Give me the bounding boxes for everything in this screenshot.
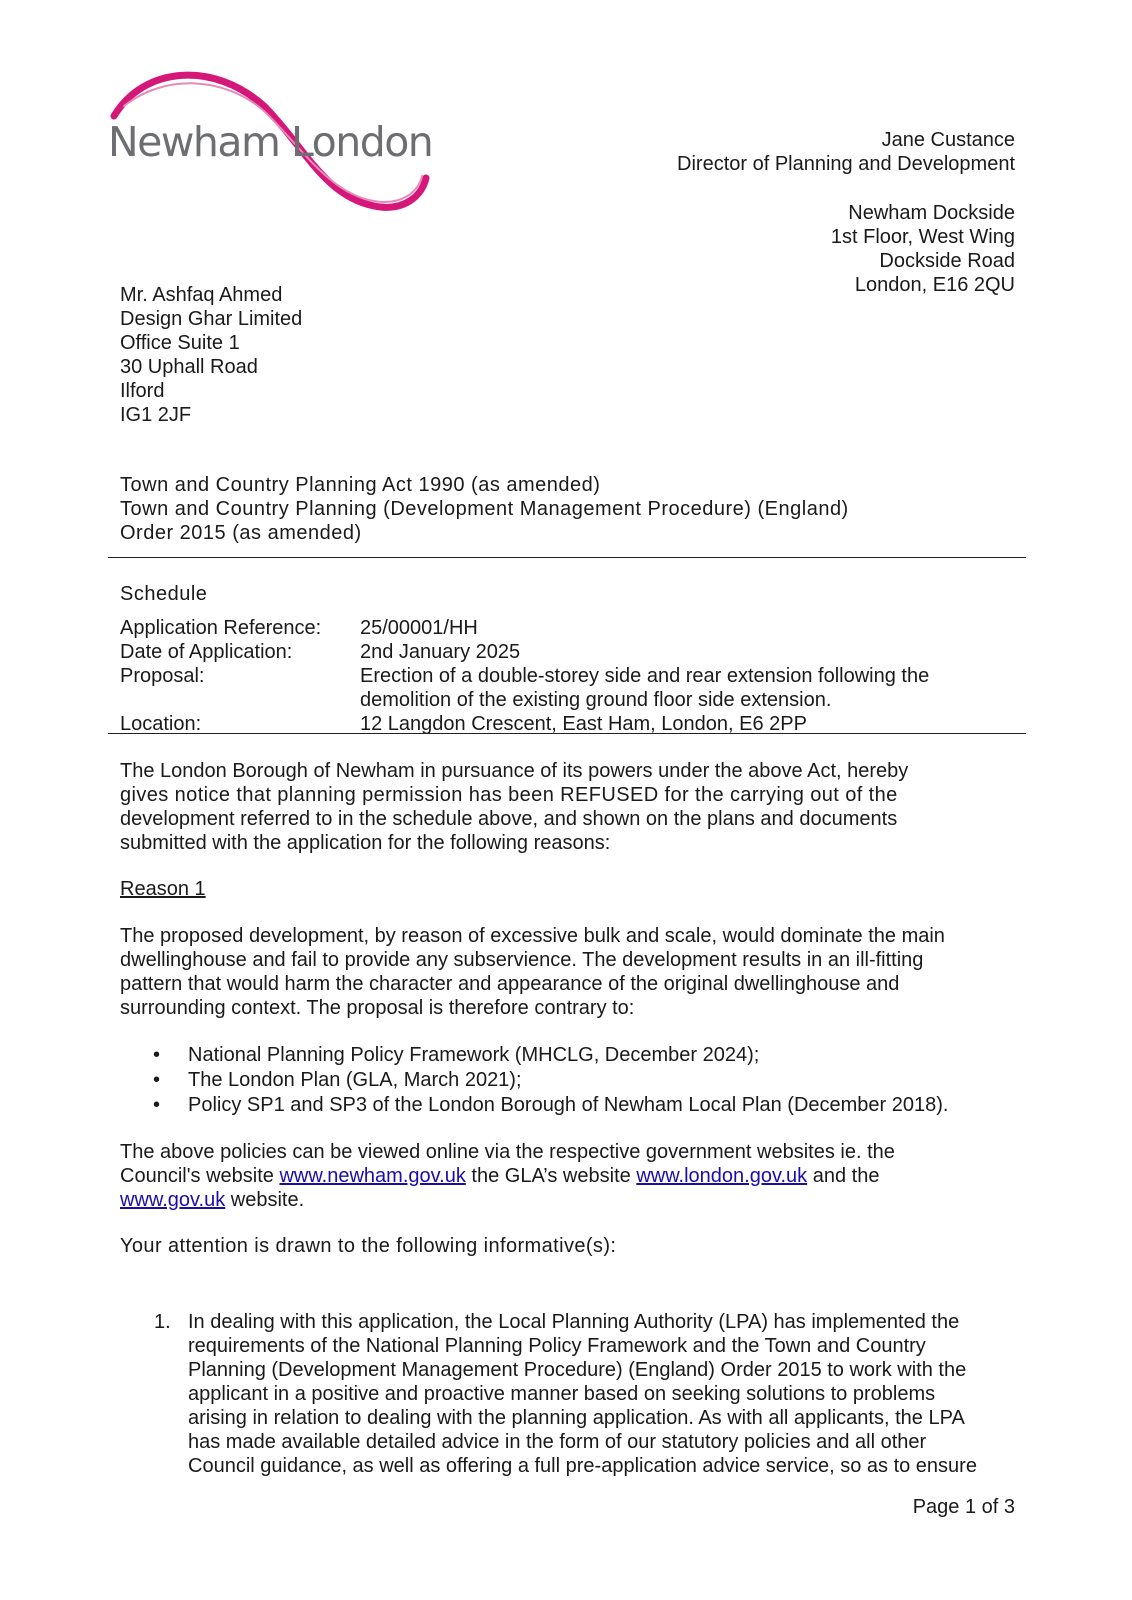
paragraph-line: arising in relation to dealing with the planning application. As with all applicants, the LPA xyxy=(188,1407,965,1429)
paragraph-line: requirements of the National Planning Policy Framework and the Town and Country xyxy=(188,1335,926,1357)
schedule-label: Location: xyxy=(120,713,202,735)
paragraph-line: Planning (Development Management Procedure) (England) Order 2015 to work with the xyxy=(188,1359,967,1381)
recipient-line: 30 Uphall Road xyxy=(120,356,258,378)
schedule-value: 12 Langdon Crescent, East Ham, London, E6 2PP xyxy=(360,713,807,735)
schedule-row xyxy=(120,640,1000,664)
paragraph-line: submitted with the application for the following reasons: xyxy=(120,832,611,854)
recipient-line: IG1 2JF xyxy=(120,404,192,426)
paragraph-line: The above policies can be viewed online via the respective government websites ie. the xyxy=(120,1141,895,1163)
recipient-address xyxy=(120,283,302,427)
schedule-title: Schedule xyxy=(120,583,208,605)
bullet-icon: • xyxy=(153,1069,161,1091)
paragraph-line: gives notice that planning permission has been REFUSED for the carrying out of the xyxy=(120,784,898,806)
address-line: Newham Dockside xyxy=(848,202,1015,224)
newham-website-link[interactable]: www.newham.gov.uk xyxy=(279,1165,466,1187)
recipient-line: Design Ghar Limited xyxy=(120,308,303,330)
schedule-value: Erection of a double-storey side and rear extension following the demolition of the existing ground floor side extension. xyxy=(360,665,930,711)
paragraph-line: surrounding context. The proposal is therefore contrary to: xyxy=(120,997,635,1019)
act-line: Town and Country Planning Act 1990 (as amended) xyxy=(120,474,601,496)
bullet-icon: • xyxy=(153,1094,161,1116)
reason-heading: Reason 1 xyxy=(120,878,206,900)
address-line: 1st Floor, West Wing xyxy=(830,226,1015,248)
paragraph-line: has made available detailed advice in the form of our statutory policies and all other xyxy=(188,1431,927,1453)
text-fragment: the GLA’s website xyxy=(465,1165,637,1187)
policy-text: National Planning Policy Framework (MHCLG, December 2024); xyxy=(188,1044,760,1066)
paragraph-line: The proposed development, by reason of excessive bulk and scale, would dominate the main xyxy=(120,925,945,947)
bullet-icon: • xyxy=(153,1044,161,1066)
paragraph-line: development referred to in the schedule above, and shown on the plans and documents xyxy=(120,808,898,830)
schedule-value: 25/00001/HH xyxy=(360,617,478,639)
websites-paragraph xyxy=(120,1140,1000,1212)
schedule-table xyxy=(120,616,1000,736)
sender-name: Jane Custance xyxy=(881,129,1015,151)
schedule-row xyxy=(120,664,1000,712)
informative-text xyxy=(120,1310,1020,1478)
recipient-line: Ilford xyxy=(120,380,165,402)
paragraph-line xyxy=(120,1188,1000,1212)
recipient-line: Mr. Ashfaq Ahmed xyxy=(120,284,283,306)
london-website-link[interactable]: www.london.gov.uk xyxy=(636,1165,808,1187)
paragraph-line: The London Borough of Newham in pursuance of its powers under the above Act, hereby xyxy=(120,760,909,782)
divider xyxy=(108,557,1026,558)
list-item xyxy=(120,1068,1000,1093)
decision-paragraph xyxy=(120,759,1000,855)
policy-text: Policy SP1 and SP3 of the London Borough of Newham Local Plan (December 2018). xyxy=(188,1094,949,1116)
reason-paragraph xyxy=(120,924,1000,1020)
policy-list xyxy=(120,1043,1000,1118)
informative-item xyxy=(120,1310,1020,1478)
paragraph-line xyxy=(120,1164,1000,1188)
paragraph-line: In dealing with this application, the Local Planning Authority (LPA) has implemented the xyxy=(188,1311,960,1333)
act-references xyxy=(120,473,849,545)
address-line: Dockside Road xyxy=(879,250,1015,272)
schedule-label: Application Reference: xyxy=(120,617,322,639)
paragraph-line: dwellinghouse and fail to provide any subservience. The development results in an ill-fitting xyxy=(120,949,924,971)
sender-title: Director of Planning and Development xyxy=(677,153,1015,175)
list-item xyxy=(120,1043,1000,1068)
sender-block xyxy=(677,128,1015,176)
paragraph-line: applicant in a positive and proactive manner based on seeking solutions to problems xyxy=(188,1383,936,1405)
schedule-row xyxy=(120,616,1000,640)
schedule-label: Proposal: xyxy=(120,665,205,687)
paragraph-line: pattern that would harm the character and appearance of the original dwellinghouse and xyxy=(120,973,900,995)
text-fragment: website. xyxy=(225,1189,305,1211)
informative-intro: Your attention is drawn to the following informative(s): xyxy=(120,1235,617,1257)
logo-wordmark: Newham London xyxy=(108,118,433,166)
newham-london-logo xyxy=(104,66,434,216)
text-fragment: and the xyxy=(807,1165,880,1187)
policy-text: The London Plan (GLA, March 2021); xyxy=(188,1069,522,1091)
list-item xyxy=(120,1093,1000,1118)
recipient-line: Office Suite 1 xyxy=(120,332,240,354)
govuk-website-link[interactable]: www.gov.uk xyxy=(120,1189,226,1211)
schedule-label: Date of Application: xyxy=(120,641,293,663)
informative-number: 1. xyxy=(154,1311,171,1333)
schedule-value: 2nd January 2025 xyxy=(360,641,521,663)
page-number: Page 1 of 3 xyxy=(912,1496,1015,1518)
paragraph-line: Council guidance, as well as offering a full pre-application advice service, so as to ensure xyxy=(188,1455,977,1477)
act-line: Town and Country Planning (Development Management Procedure) (England) xyxy=(120,498,849,520)
address-line: London, E16 2QU xyxy=(854,274,1015,296)
text-fragment: Council's website xyxy=(120,1165,280,1187)
divider xyxy=(108,733,1026,734)
act-line: Order 2015 (as amended) xyxy=(120,522,362,544)
council-address xyxy=(831,201,1015,297)
